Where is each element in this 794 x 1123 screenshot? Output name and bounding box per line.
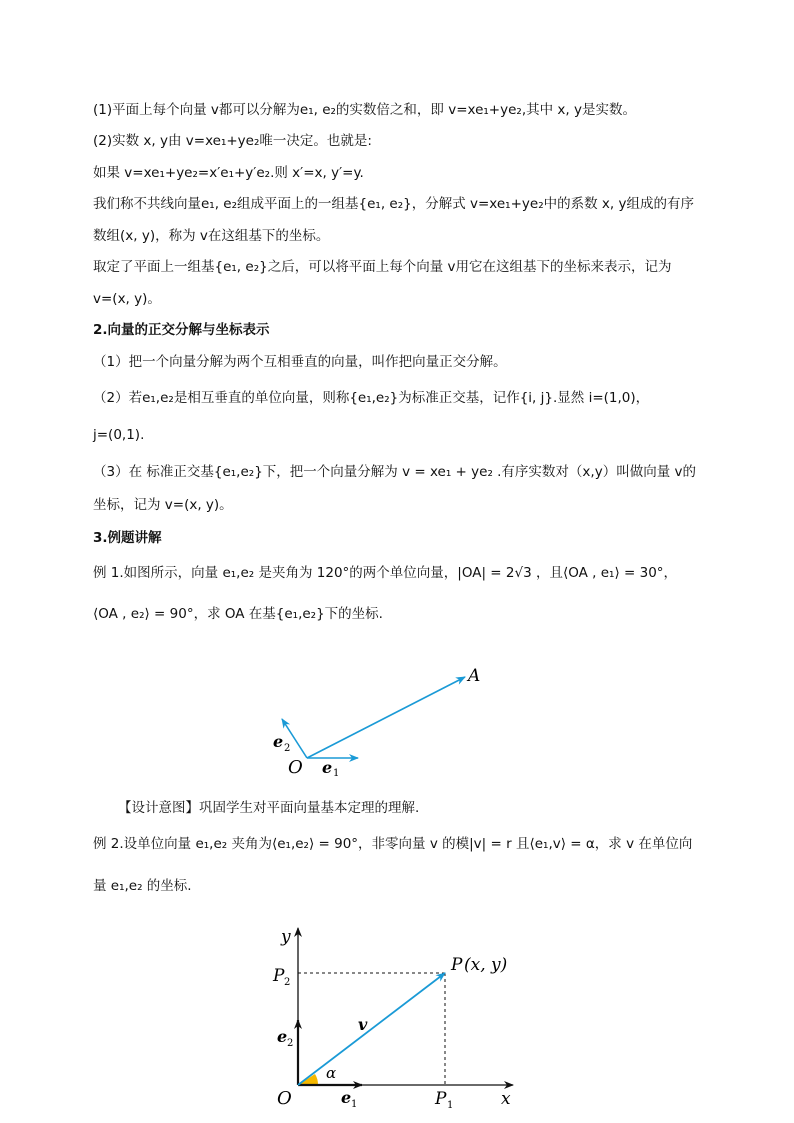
label-e2-subscript: 2 [287,1038,294,1049]
text-line: (2)实数 x, y由 v=xe₁+ye₂唯一决定。也就是: [93,133,372,149]
label-p: P [451,955,463,975]
label-p1-subscript: 1 [447,1100,454,1111]
vector-v [298,973,445,1085]
label-e1: e [322,758,333,777]
label-p2: P [273,966,285,986]
label-e1-subscript: 1 [351,1099,358,1110]
text-line: （2）若e₁,e₂是相互垂直的单位向量，则称{e₁,e₂}为标准正交基，记作{i, j}.显然 i=(1,0)， [93,390,650,406]
label-e2: e [277,1027,288,1046]
label-p-coordinates: (x, y) [464,955,508,975]
label-o: O [288,757,303,778]
design-intent: 【设计意图】巩固学生对平面向量基本定理的理解. [118,800,420,816]
label-e1-subscript: 1 [333,768,340,779]
label-p1: P [435,1089,447,1109]
section-heading: 2.向量的正交分解与坐标表示 [93,322,270,338]
figure-example-2 [265,920,535,1115]
text-line: 如果 v=xe₁+ye₂=x′e₁+y′e₂.则 x′=x, y′=y. [93,165,364,181]
label-y: y [281,927,291,947]
label-e2: e [273,732,284,751]
vector-oa [307,677,465,758]
figure-example-1 [260,655,500,785]
text-line: 取定了平面上一组基{e₁, e₂}之后，可以将平面上每个向量 v用它在这组基下的坐标来表示，记为 [93,259,672,275]
text-line: 我们称不共线向量e₁, e₂组成平面上的一组基{e₁, e₂}，分解式 v=xe₁+ye₂中的系数 x, y组成的有序 [93,196,694,212]
text-line: 数组(x, y)，称为 v在这组基下的坐标。 [93,228,330,244]
label-e2-subscript: 2 [284,743,291,754]
label-e1: e [341,1088,352,1107]
text-line: 例 2.设单位向量 e₁,e₂ 夹角为⟨e₁,e₂⟩ = 90°，非零向量 v 的模|v| = r 且⟨e₁,v⟩ = α，求 v 在单位向 [93,836,693,852]
label-o: O [277,1088,292,1109]
label-alpha: α [326,1064,337,1082]
text-line: （3）在 标准正交基{e₁,e₂}下，把一个向量分解为 v = xe₁ + ye₂ .有序实数对（x,y）叫做向量 v的 [93,464,696,480]
text-line: j=(0,1). [93,427,145,443]
text-line: ⟨OA , e₂⟩ = 90°，求 OA 在基{e₁,e₂}下的坐标. [93,606,383,622]
label-p2-subscript: 2 [284,977,291,988]
label-a: A [468,666,481,686]
label-x: x [501,1089,511,1109]
text-line: 例 1.如图所示，向量 e₁,e₂ 是夹角为 120°的两个单位向量，|OA| = 2√3 ，且⟨OA , e₁⟩ = 30°， [93,565,678,581]
section-heading: 3.例题讲解 [93,530,162,546]
text-line: 量 e₁,e₂ 的坐标. [93,878,192,894]
text-line: (1)平面上每个向量 v都可以分解为e₁, e₂的实数倍之和，即 v=xe₁+ye₂,其中 x, y是实数。 [93,102,636,118]
label-v: v [358,1015,368,1034]
text-line: （1）把一个向量分解为两个互相垂直的向量，叫作把向量正交分解。 [93,354,507,370]
text-line: v=(x, y)。 [93,291,161,307]
text-line: 坐标，记为 v=(x, y)。 [93,497,233,513]
